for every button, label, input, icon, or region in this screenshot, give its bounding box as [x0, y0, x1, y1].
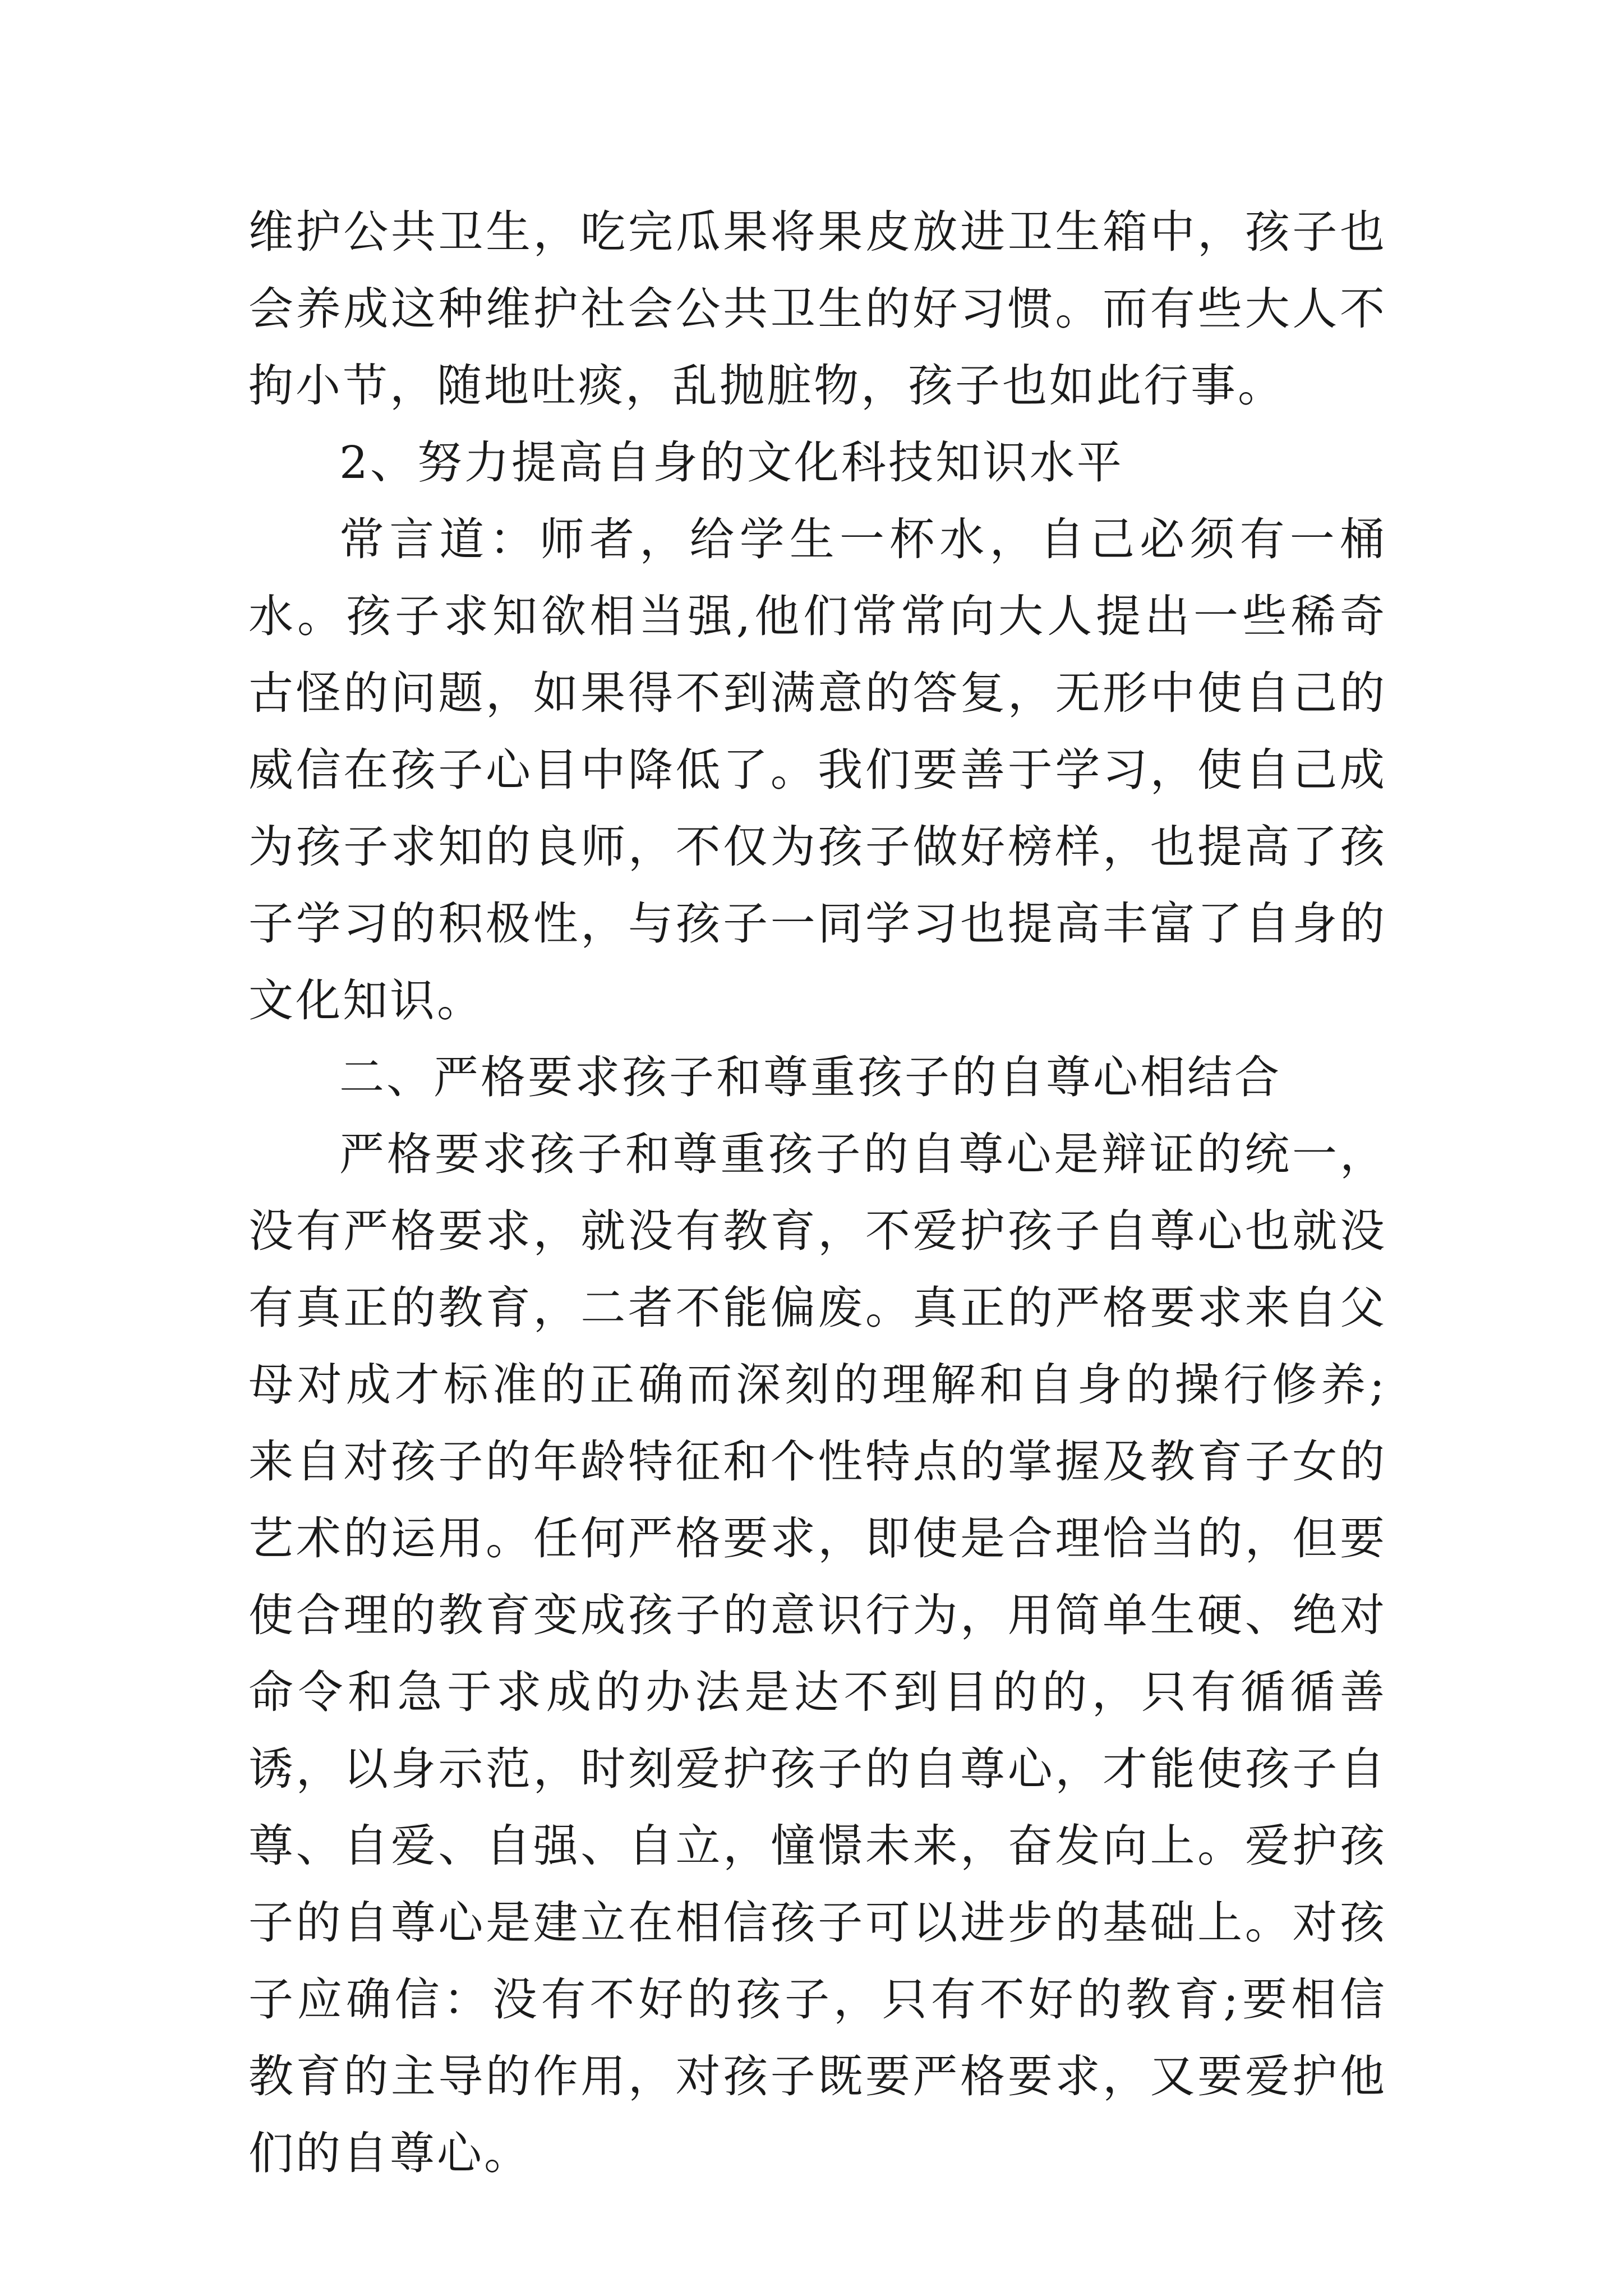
paragraph-learning: 常言道：师者，给学生一杯水，自己必须有一桶水。孩子求知欲相当强,他们常常向大人提出一些稀奇古怪的问题，如果得不到满意的答复，无形中使自己的威信在孩子心目中降低了。我们要善于学习，使自己成为孩子求知的良师，不仅为孩子做好榜样，也提高了孩子学习的积极性，与孩子一同学习也提高丰富了自身的文化知识。 — [248, 513, 1387, 1027]
subheading-knowledge: 2、努力提高自身的文化科技知识水平 — [339, 436, 1124, 489]
section-heading-strict-and-respect: 二、严格要求孩子和尊重孩子的自尊心相结合 — [339, 1051, 1281, 1103]
document-body — [248, 194, 1387, 2192]
paragraph-self-esteem: 严格要求孩子和尊重孩子的自尊心是辩证的统一，没有严格要求，就没有教育，不爱护孩子自尊心也就没有真正的教育，二者不能偏废。真正的严格要求来自父母对成才标准的正确而深刻的理解和自身的操行修养;来自对孩子的年龄特征和个性特点的掌握及教育子女的艺术的运用。任何严格要求，即使是合理恰当的，但要使合理的教育变成孩子的意识行为，用简单生硬、绝对命令和急于求成的办法是达不到目的的，只有循循善诱，以身示范，时刻爱护孩子的自尊心，才能使孩子自尊、自爱、自强、自立，憧憬未来，奋发向上。爱护孩子的自尊心是建立在相信孩子可以进步的基础上。对孩子应确信：没有不好的孩子，只有不好的教育;要相信教育的主导的作用，对孩子既要严格要求，又要爱护他们的自尊心。 — [248, 1128, 1387, 2179]
paragraph-continuation: 维护公共卫生，吃完瓜果将果皮放进卫生箱中，孩子也会养成这种维护社会公共卫生的好习惯。而有些大人不拘小节，随地吐痰，乱抛脏物，孩子也如此行事。 — [248, 206, 1387, 412]
